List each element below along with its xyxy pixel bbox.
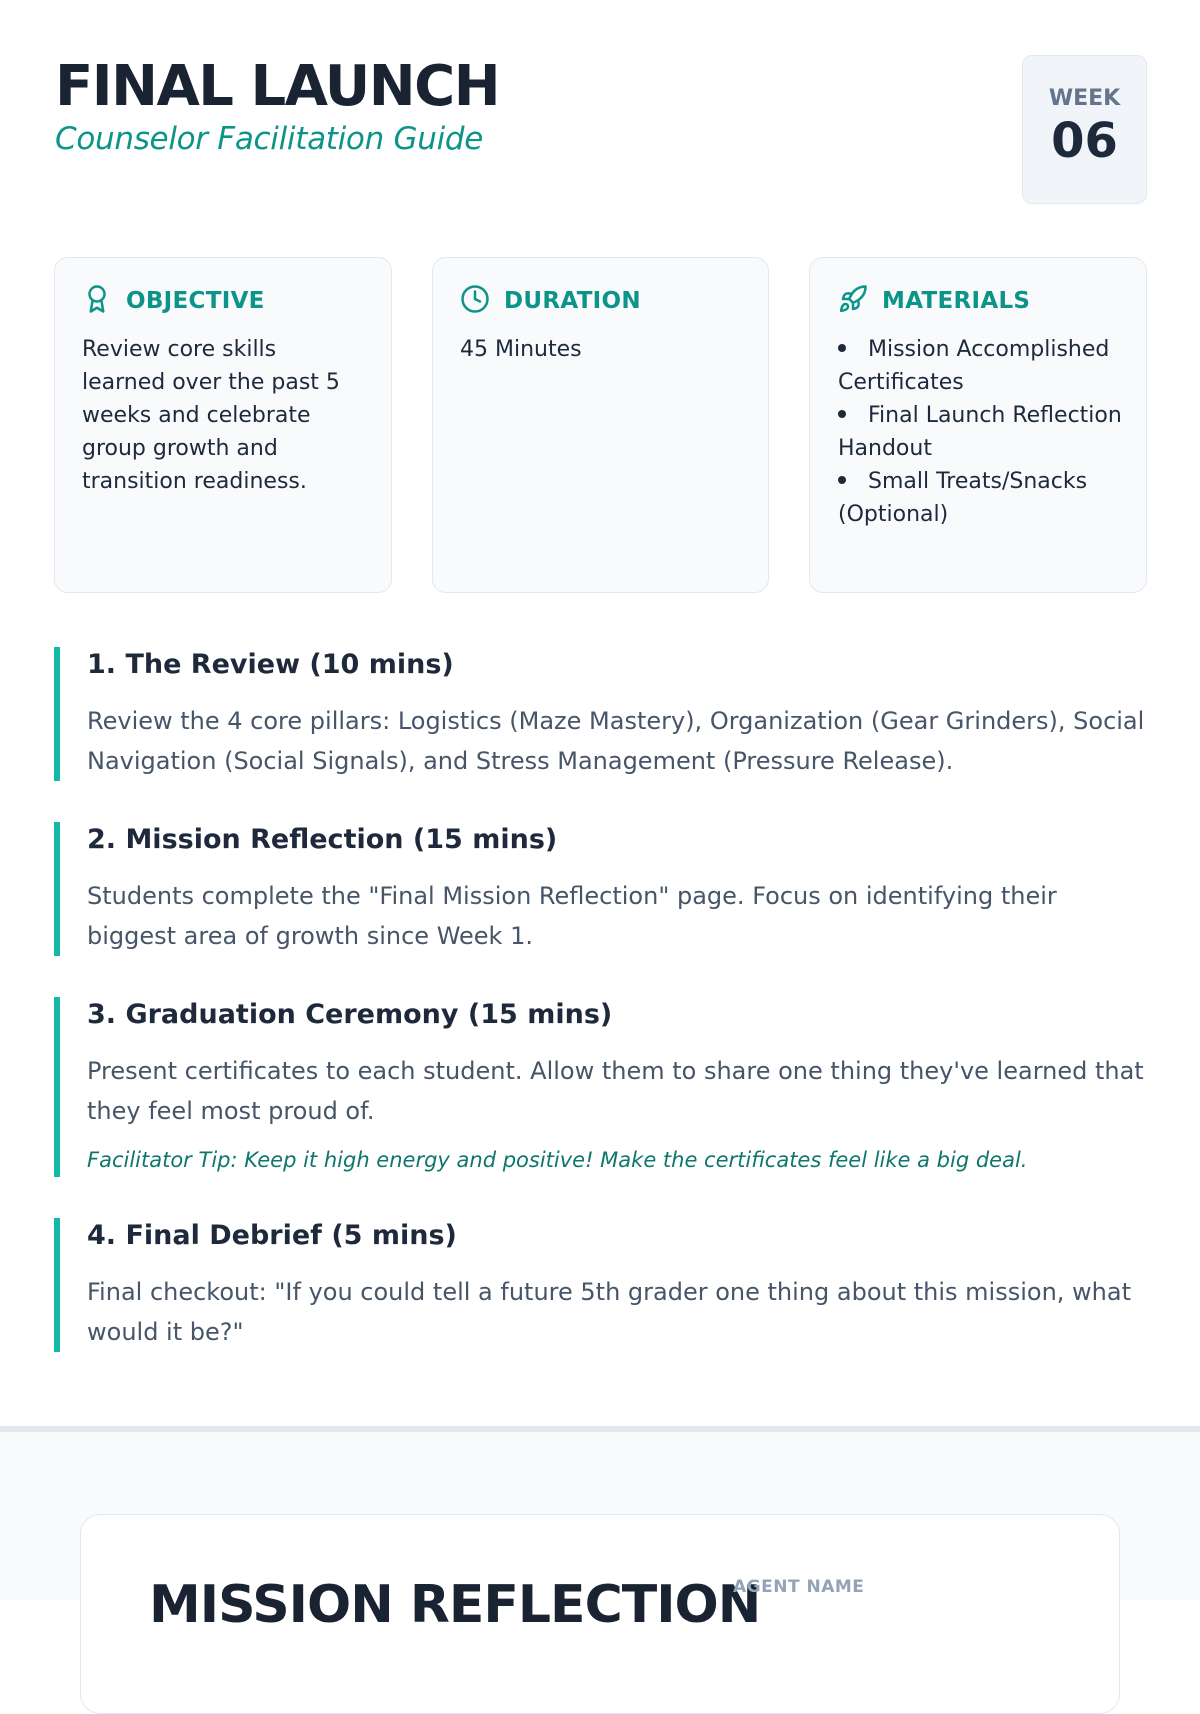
week-number: 06 [1051,113,1118,169]
info-cards [54,257,1147,593]
objective-title: OBJECTIVE [126,288,265,314]
objective-card-header [82,285,364,317]
agent-name-label: AGENT NAME [733,1577,865,1597]
step-final-debrief [54,1218,1147,1352]
bullet-icon [838,410,846,418]
step-text: Review the 4 core pillars: Logistics (Maze Mastery), Organization (Gear Grinders), Social Navigation (Social Signals), and Stress Management (Pressure Release). [87,707,1145,775]
duration-title: DURATION [504,288,641,314]
step-mission-reflection [54,822,1147,956]
bullet-icon [838,344,846,352]
objective-card [54,257,392,593]
week-label: WEEK [1048,86,1121,111]
objective-text: Review core skills learned over the past 5 weeks and celebrate group growth and transition readiness. [82,337,340,494]
week-badge [1022,55,1147,204]
materials-list-item [838,399,1126,465]
facilitator-tip: Facilitator Tip: Keep it high energy and positive! Make the certificates feel like a big deal. [87,1148,1028,1172]
materials-list-item [838,465,1126,531]
step-title: 4. Final Debrief (5 mins) [87,1220,457,1251]
materials-title: MATERIALS [882,288,1031,314]
bullet-icon [838,476,846,484]
clock-icon [460,284,490,318]
award-ribbon-icon [82,284,112,318]
reflection-page-title: MISSION REFLECTION [149,1575,761,1635]
duration-card-header [460,285,741,317]
step-graduation-ceremony [54,997,1147,1177]
step-review [54,647,1147,781]
materials-card-header [838,285,1126,317]
page-subtitle: Counselor Facilitation Guide [55,121,484,157]
materials-item-text: Mission Accomplished Certificates [838,337,1110,395]
materials-list-item [838,333,1126,399]
facilitation-steps [54,647,1147,1393]
step-text: Students complete the "Final Mission Reflection" page. Focus on identifying their biggest area of growth since Week 1. [87,882,1057,950]
reflection-page-card [80,1514,1120,1714]
duration-card [432,257,769,593]
page-header [55,55,1147,205]
materials-list [838,333,1126,531]
duration-text: 45 Minutes [460,337,582,362]
materials-item-text: Final Launch Reflection Handout [838,403,1122,461]
materials-item-text: Small Treats/Snacks (Optional) [838,469,1088,527]
step-title: 3. Graduation Ceremony (15 mins) [87,999,613,1030]
materials-card [809,257,1147,593]
step-text: Present certificates to each student. Allow them to share one thing they've learned that they feel most proud of. [87,1057,1144,1125]
rocket-icon [838,284,868,318]
step-text: Final checkout: "If you could tell a future 5th grader one thing about this mission, what would it be?" [87,1278,1132,1346]
next-page-preview [0,1432,1200,1635]
page-title: FINAL LAUNCH [55,54,500,119]
step-title: 1. The Review (10 mins) [87,649,454,680]
step-title: 2. Mission Reflection (15 mins) [87,824,558,855]
